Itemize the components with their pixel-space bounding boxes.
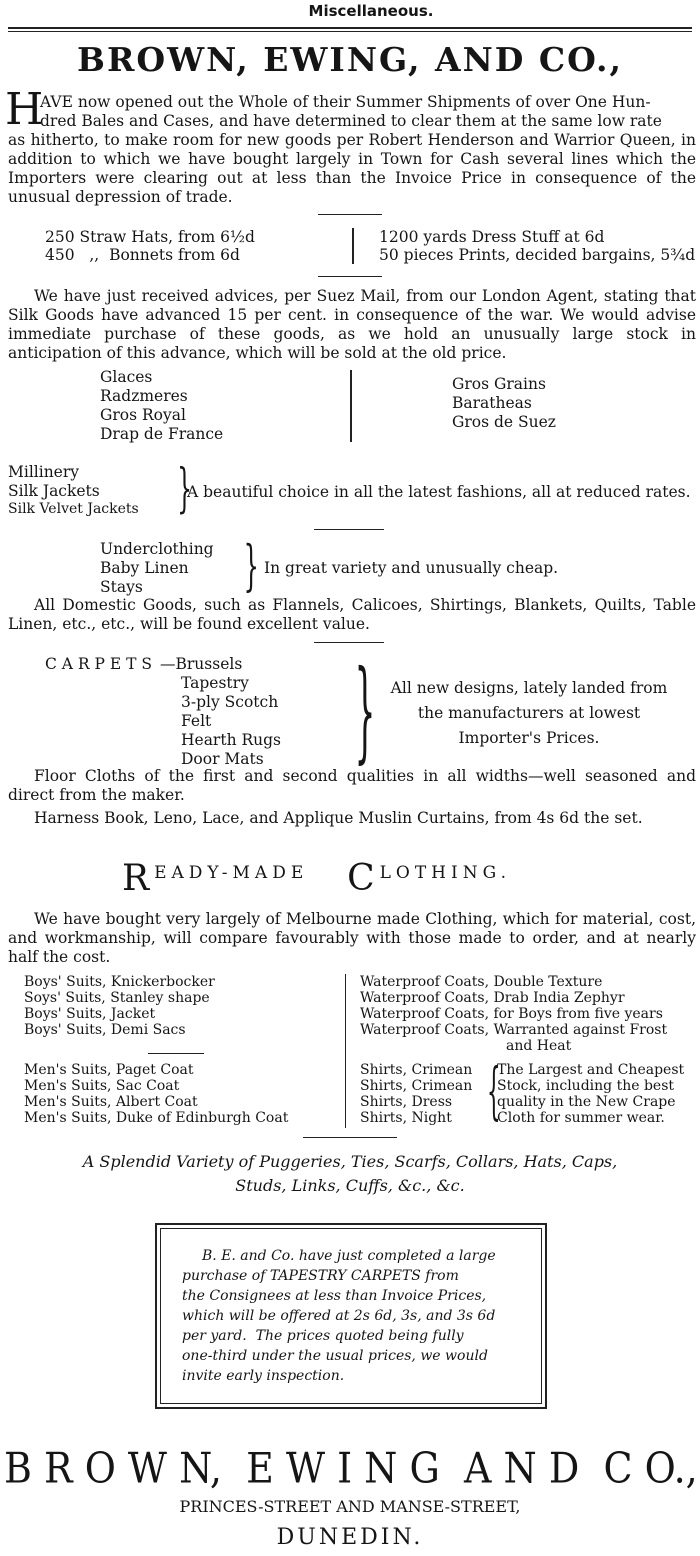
coat-item: and Heat [506, 1038, 572, 1054]
intro-line-1: AVE now opened out the Whole of their Summer Shipments of over One Hun- [40, 93, 651, 111]
bargain-right-1: 1200 yards Dress Stuff at 6d [379, 228, 605, 246]
notice-line: B. E. and Co. have just completed a large [202, 1248, 496, 1264]
shirts-brace: { [486, 1054, 501, 1127]
shirts-note-line: Stock, including the best [497, 1078, 675, 1094]
footer-address: PRINCES-STREET AND MANSE-STREET, [179, 1497, 521, 1516]
suit-item: Men's Suits, Paget Coat [24, 1062, 194, 1078]
shirts-note-line: Cloth for summer wear. [497, 1110, 665, 1126]
suit-item: Soys' Suits, Stanley shape [24, 990, 210, 1006]
bargain-left-2: 450 ,, Bonnets from 6d [45, 246, 240, 264]
coat-item: Waterproof Coats, Drab India Zephyr [360, 990, 625, 1006]
section-header: Miscellaneous. [308, 2, 434, 20]
intro-line-2: dred Bales and Cases, and have determined to clear them at the same low rate [40, 112, 662, 130]
millinery-item: Millinery [8, 463, 80, 481]
rule-2 [318, 276, 382, 277]
millinery-list [8, 463, 139, 518]
suit-item: Boys' Suits, Knickerbocker [24, 974, 215, 990]
page-title: BROWN, EWING, AND CO., [77, 40, 623, 79]
carpet-item: Hearth Rugs [181, 731, 282, 749]
notice-line: one-third under the usual prices, we would [182, 1348, 488, 1364]
top-rule-2 [8, 31, 692, 32]
suit-item: Men's Suits, Albert Coat [24, 1094, 198, 1110]
carpets-note-line: Importer's Prices. [458, 729, 600, 747]
carpets-note-line: All new designs, lately landed from [390, 679, 668, 697]
curtains-text: Harness Book, Leno, Lace, and Applique Muslin Curtains, from 4s 6d the set. [34, 809, 643, 827]
carpet-item: 3-ply Scotch [181, 693, 279, 711]
notice-line: the Consignees at less than Invoice Prices, [182, 1288, 487, 1304]
notice-line: invite early inspection. [182, 1368, 345, 1384]
clothing-heading [122, 858, 511, 899]
carpets-brace: } [354, 646, 376, 774]
silk-item: Gros Royal [100, 406, 186, 424]
shirts-note-line: quality in the New Crape [497, 1094, 676, 1110]
top-rule-1 [8, 27, 692, 29]
variety-line: A Splendid Variety of Puggeries, Ties, Scarfs, Collars, Hats, Caps, [82, 1152, 618, 1171]
underclothing-note: In great variety and unusually cheap. [264, 559, 559, 577]
shirt-item: Shirts, Dress [360, 1094, 453, 1110]
millinery-item: Silk Velvet Jackets [8, 501, 139, 517]
notice-text [182, 1246, 532, 1386]
boys-suits [24, 974, 215, 1038]
silk-item: Radzmeres [100, 387, 188, 405]
carpets-note [370, 676, 688, 751]
shirt-item: Shirts, Night [360, 1110, 452, 1126]
silk-item: Gros de Suez [452, 413, 556, 431]
carpet-item: Felt [181, 712, 212, 730]
carpet-item: Tapestry [181, 674, 249, 692]
clothing-heading-r-rest: EADY-MADE [154, 863, 309, 883]
suit-item: Boys' Suits, Jacket [24, 1006, 156, 1022]
silks-right [452, 375, 556, 432]
underclothing-brace: } [243, 534, 259, 597]
notice-line: per yard. The prices quoted being fully [182, 1328, 464, 1344]
rule-4 [314, 642, 384, 643]
underclothing-item: Stays [100, 578, 143, 596]
carpets-label: C A R P E T S [45, 655, 152, 673]
rule-1 [318, 214, 382, 215]
silks-divider [350, 370, 352, 442]
silk-item: Drap de France [100, 425, 224, 443]
silk-item: Gros Grains [452, 375, 546, 393]
rule-3 [314, 529, 384, 530]
mens-suits [24, 1062, 288, 1126]
silk-item: Glaces [100, 368, 153, 386]
suit-item: Boys' Suits, Demi Sacs [24, 1022, 186, 1038]
underclothing-item: Baby Linen [100, 559, 189, 577]
intro-drop-cap: H [5, 84, 44, 135]
carpet-item: Door Mats [181, 750, 264, 768]
domestic-text: All Domestic Goods, such as Flannels, Calicoes, Shirtings, Blankets, Quilts, Table Linen, etc., etc., will be found excellent value. [8, 596, 696, 633]
footer-city: DUNEDIN. [276, 1525, 424, 1550]
notice-line: which will be offered at 2s 6d, 3s, and 3s 6d [182, 1308, 496, 1324]
rule-5 [303, 1137, 397, 1138]
coat-item: Waterproof Coats, for Boys from five years [360, 1006, 663, 1022]
coat-item: Waterproof Coats, Warranted against Frost [360, 1022, 668, 1038]
bargain-divider [352, 228, 354, 264]
suits-rule [148, 1053, 204, 1054]
underclothing-list [100, 540, 214, 597]
silk-item: Baratheas [452, 394, 532, 412]
carpet-item: —Brussels [160, 655, 243, 673]
shirts-note [497, 1062, 684, 1126]
carpets-list [160, 655, 281, 769]
shirts-list [360, 1062, 472, 1126]
clothing-heading-c-cap: C [347, 858, 380, 899]
millinery-note: A beautiful choice in all the latest fashions, all at reduced rates. [187, 483, 691, 501]
coats-list [360, 974, 667, 1054]
shirt-item: Shirts, Crimean [360, 1062, 473, 1078]
shirts-note-line: The Largest and Cheapest [497, 1062, 685, 1078]
clothing-heading-c-rest: LOTHING. [379, 863, 511, 883]
intro-text: as hitherto, to make room for new goods per Robert Henderson and Warrior Queen, in addition to which we have bought largely in Town for Cash several lines which the Importers were clearing out at less than the Invoice Price in consequence of the unusual depression of trade. [8, 131, 696, 206]
silks-left [100, 368, 223, 444]
bargain-right-2: 50 pieces Prints, decided bargains, 5¾d [379, 246, 696, 264]
suit-item: Men's Suits, Sac Coat [24, 1078, 180, 1094]
clothing-heading-r-cap: R [122, 858, 155, 899]
silk-notice: We have just received advices, per Suez Mail, from our London Agent, stating that Silk Goods have advanced 15 per cent. in consequence of the war. We would advise immediate purchase of these goods, as we hold an unusually large stock in anticipation of this advance, which will be sold at the old price. [8, 287, 696, 362]
bargain-left-1: 250 Straw Hats, from 6½d [45, 228, 255, 246]
coat-item: Waterproof Coats, Double Texture [360, 974, 603, 990]
variety-line: Studs, Links, Cuffs, &c., &c. [235, 1176, 465, 1195]
shirt-item: Shirts, Crimean [360, 1078, 473, 1094]
clothing-divider [345, 974, 346, 1128]
floor-cloths-text: Floor Cloths of the first and second qualities in all widths—well seasoned and direct from the maker. [8, 767, 696, 804]
suit-item: Men's Suits, Duke of Edinburgh Coat [24, 1110, 289, 1126]
millinery-item: Silk Jackets [8, 482, 100, 500]
notice-line: purchase of TAPESTRY CARPETS from [182, 1268, 459, 1284]
notice-box [155, 1223, 547, 1409]
underclothing-item: Underclothing [100, 540, 214, 558]
carpets-note-line: the manufacturers at lowest [417, 704, 641, 722]
clothing-intro: We have bought very largely of Melbourne made Clothing, which for material, cost, and workmanship, will compare favourably with those made to order, and at nearly half the cost. [8, 910, 696, 966]
variety-text [0, 1150, 700, 1198]
footer-name: B R O W N, E W I N G A N D C O., [4, 1443, 698, 1493]
millinery-brace: } [177, 459, 192, 519]
